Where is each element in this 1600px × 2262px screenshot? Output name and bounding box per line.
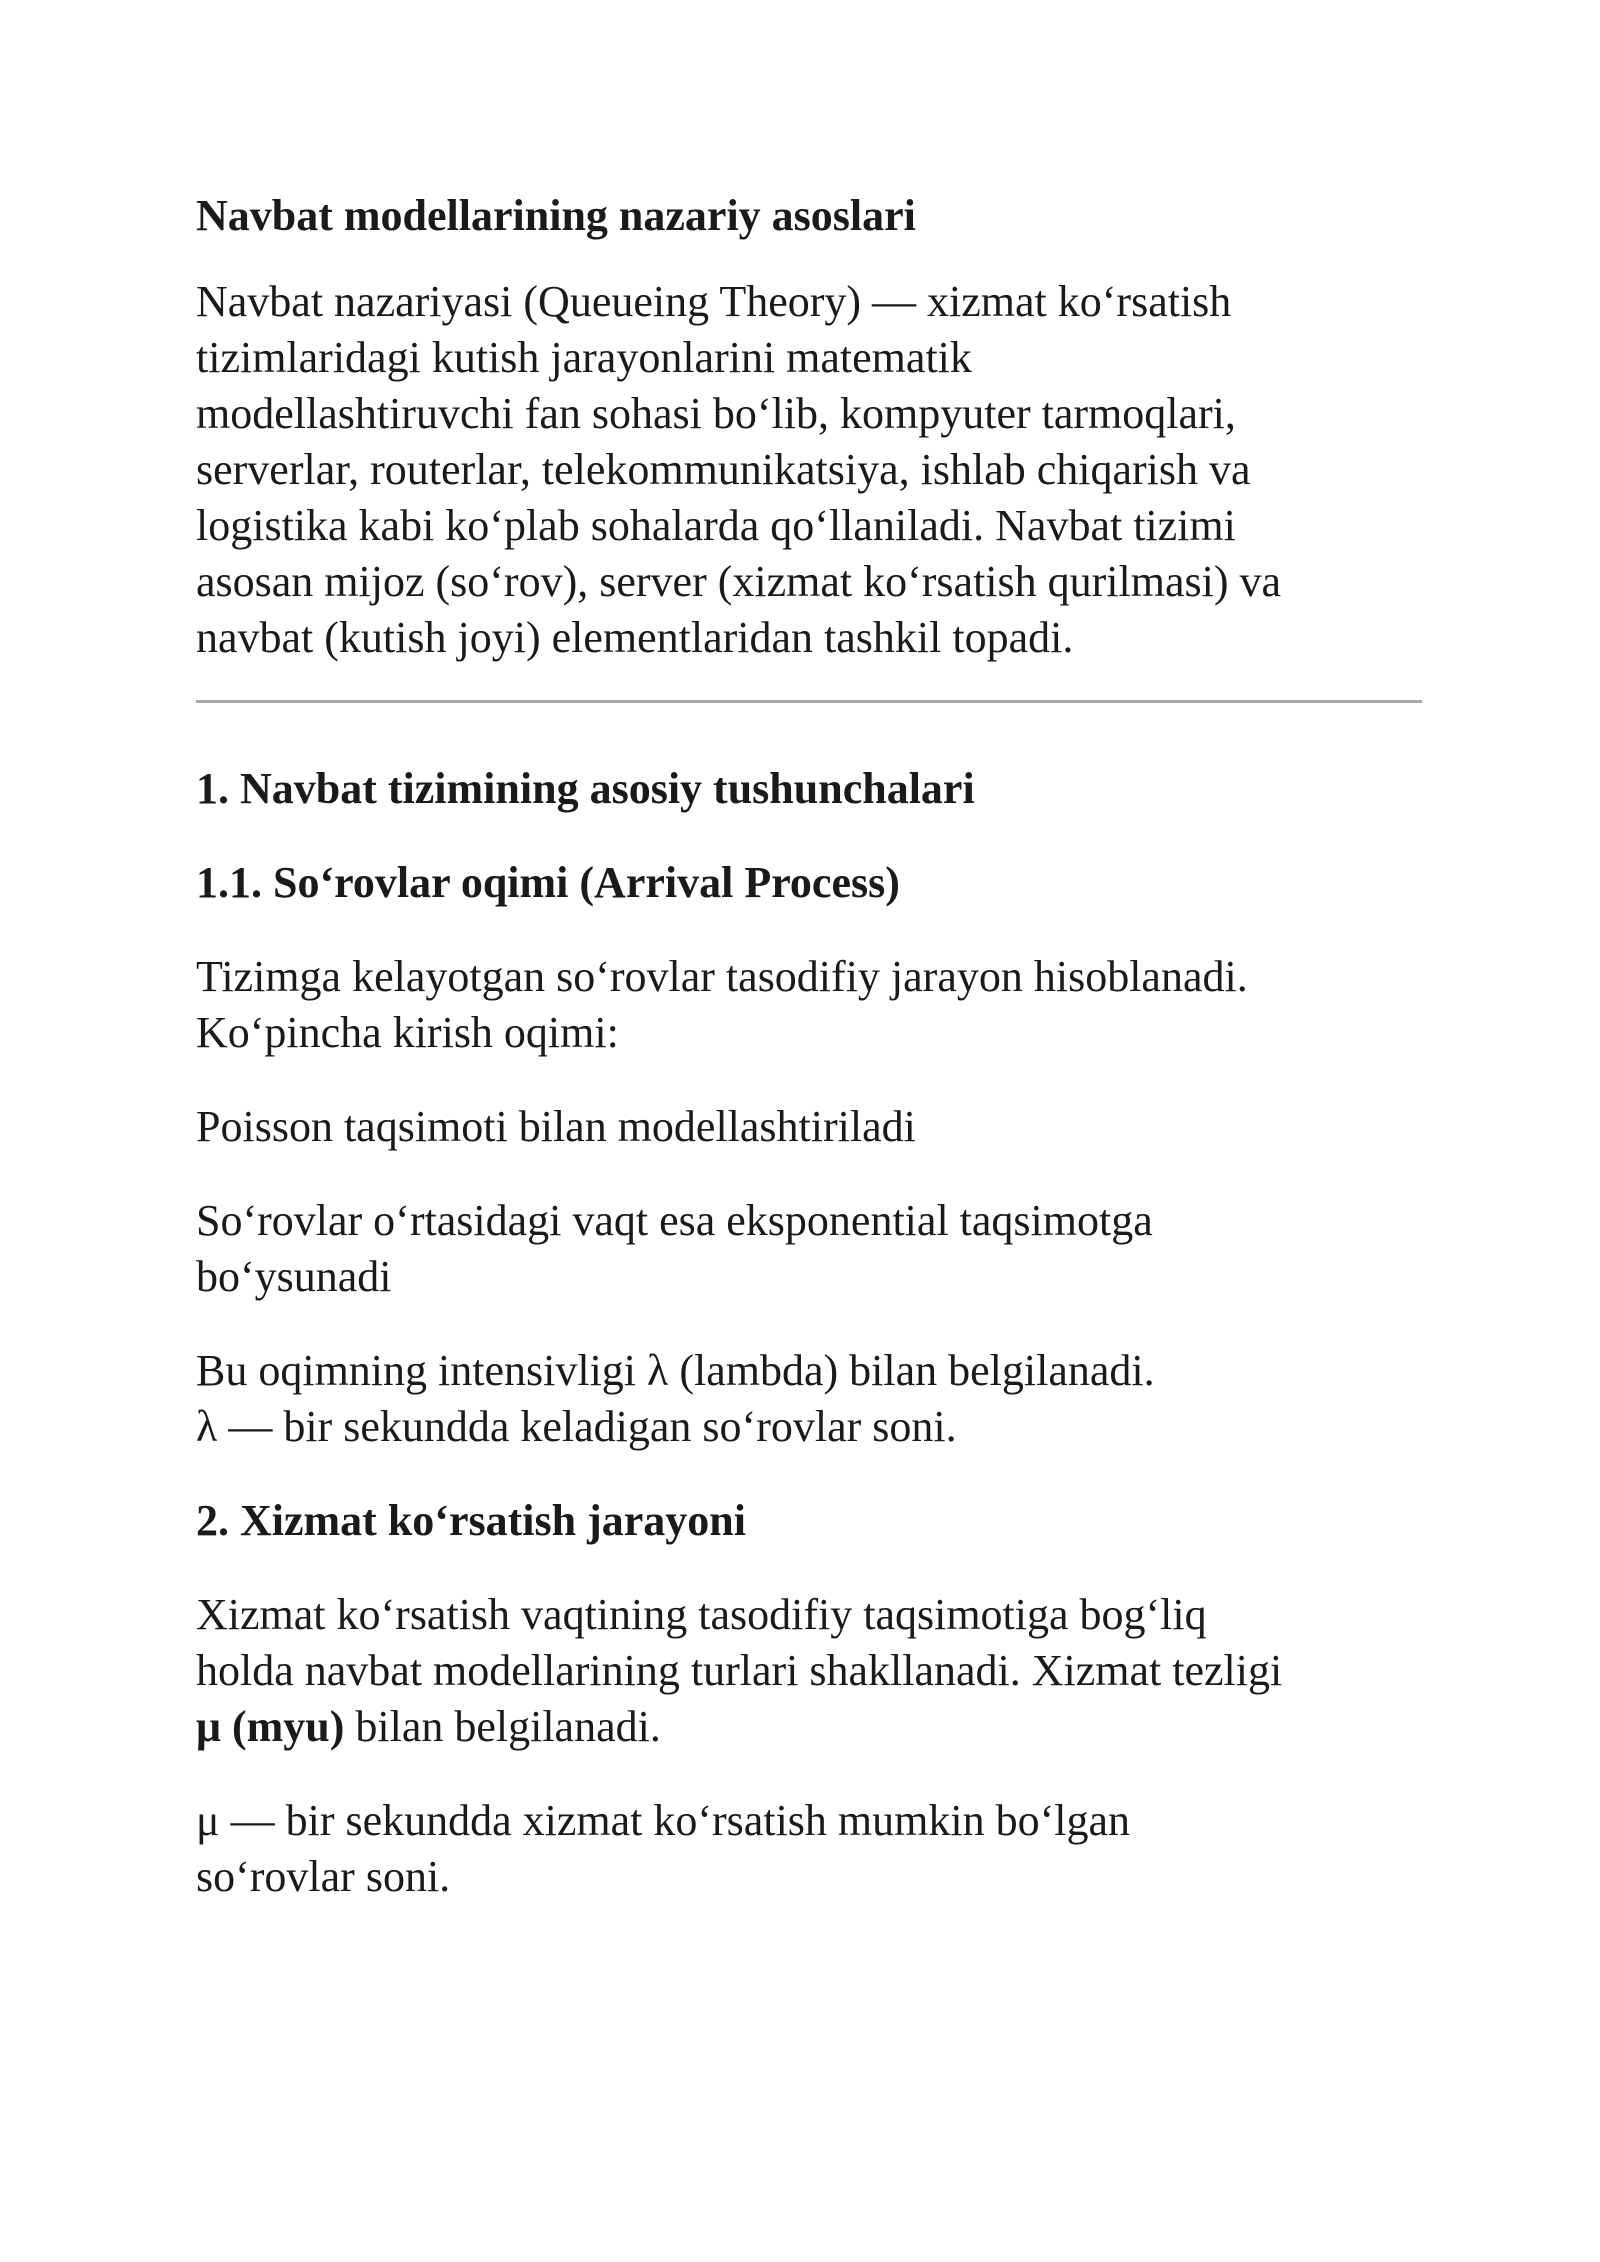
paragraph-line: Xizmat ko‘rsatish vaqtining tasodifiy taqsimotiga bog‘liq	[196, 1590, 1207, 1639]
subsection-1-1-heading: 1.1. So‘rovlar oqimi (Arrival Process)	[196, 858, 900, 907]
mu-paragraph	[196, 1793, 1426, 1905]
poisson-paragraph: Poisson taqsimoti bilan modellashtiriladi	[196, 1102, 916, 1151]
paragraph-line: holda navbat modellarining turlari shakllanadi. Xizmat tezligi	[196, 1646, 1283, 1695]
intro-line: logistika kabi ko‘plab sohalarda qo‘llaniladi. Navbat tizimi	[196, 501, 1236, 550]
document-title: Navbat modellarining nazariy asoslari	[196, 191, 916, 240]
paragraph-line: Ko‘pincha kirish oqimi:	[196, 1008, 619, 1057]
paragraph-line: Tizimga kelayotgan so‘rovlar tasodifiy jarayon hisoblanadi.	[196, 952, 1248, 1001]
paragraph-line	[196, 1699, 1426, 1755]
service-paragraph	[196, 1587, 1426, 1755]
paragraph-text: bilan belgilanadi.	[344, 1702, 661, 1751]
intro-line: asosan mijoz (so‘rov), server (xizmat ko‘rsatish qurilmasi) va	[196, 557, 1282, 606]
mu-symbol-bold: μ (myu)	[196, 1702, 345, 1751]
paragraph-line: so‘rovlar soni.	[196, 1852, 451, 1901]
paragraph-line: μ — bir sekundda xizmat ko‘rsatish mumkin bo‘lgan	[196, 1796, 1130, 1845]
intro-line: navbat (kutish joyi) elementlaridan tashkil topadi.	[196, 613, 1074, 662]
section-1-heading: 1. Navbat tizimining asosiy tushunchalari	[196, 764, 975, 813]
intro-line: Navbat nazariyasi (Queueing Theory) — xizmat ko‘rsatish	[196, 277, 1232, 326]
paragraph-line: bo‘ysunadi	[196, 1252, 392, 1301]
paragraph-line: So‘rovlar o‘rtasidagi vaqt esa eksponential taqsimotga	[196, 1196, 1153, 1245]
intro-paragraph	[196, 274, 1426, 666]
paragraph-line: Bu oqimning intensivligi λ (lambda) bilan belgilanadi.	[196, 1346, 1155, 1395]
document-page	[196, 188, 1426, 1943]
intro-line: tizimlaridagi kutish jarayonlarini matematik	[196, 333, 972, 382]
arrival-paragraph	[196, 949, 1426, 1061]
exponential-paragraph	[196, 1193, 1426, 1305]
intro-line: serverlar, routerlar, telekommunikatsiya, ishlab chiqarish va	[196, 445, 1251, 494]
paragraph-line: λ — bir sekundda keladigan so‘rovlar soni.	[196, 1402, 957, 1451]
lambda-paragraph	[196, 1343, 1426, 1455]
horizontal-divider	[196, 700, 1422, 703]
intro-line: modellashtiruvchi fan sohasi bo‘lib, kompyuter tarmoqlari,	[196, 389, 1236, 438]
section-2-heading: 2. Xizmat ko‘rsatish jarayoni	[196, 1496, 746, 1545]
